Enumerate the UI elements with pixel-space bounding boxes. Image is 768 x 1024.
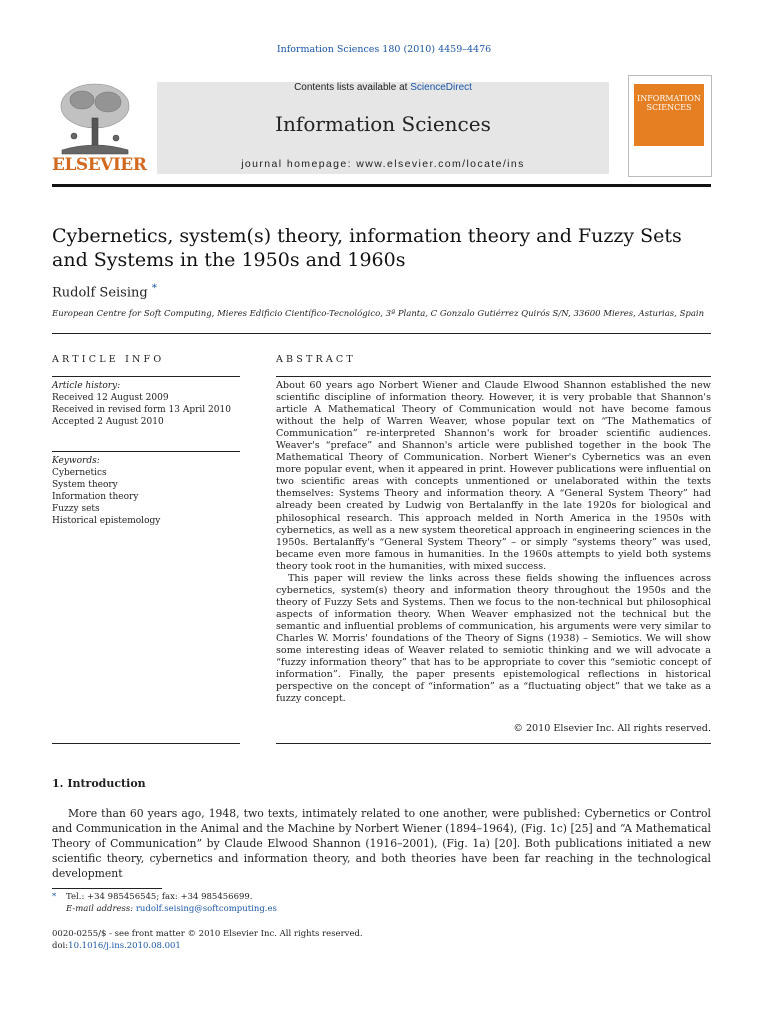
journal-reference[interactable]: Information Sciences 180 (2010) 4459–4476: [276, 44, 492, 55]
footnote: [52, 891, 712, 915]
front-matter-info: [52, 928, 712, 952]
copyright-notice: © 2010 Elsevier Inc. All rights reserved.: [513, 723, 711, 734]
article-history: [52, 380, 240, 428]
article-info-heading: ARTICLE INFO: [52, 354, 165, 365]
issn-line: 0020-0255/$ - see front matter © 2010 Elsevier Inc. All rights reserved.: [52, 929, 363, 939]
keyword: Historical epistemology: [52, 516, 161, 526]
keywords-divider: [52, 451, 240, 452]
doi-label: doi:: [52, 941, 69, 951]
journal-cover-thumbnail[interactable]: [628, 75, 712, 177]
abstract-paragraph: About 60 years ago Norbert Wiener and Claude Elwood Shannon established the new scientific discipline of information theory. However, it is very probable that Shannon's article A Mathematical Theory of Communication would not have become famous without the help of Warren Weaver, whose popular text on “The Mathematics of Communication” re-interpreted Shannon's work for broader scientific audiences. Weaver's “preface” and Shannon's article were published together in the book The Mathematical Theory of Communication. Norbert Wiener's Cybernetics was an even more popular event, when it appeared in print. However publications were influential on two scientific areas with concepts unmentioned or unelaborated within the texts themselves: Systems Theory and information theory. A “General System Theory” had already been created by Ludwig von Bertalanffy in the late 1920s for biological and philosophical research. This approach melded in North America in the 1950s with cybernetics, as well as a new system theoretical approach in engineering sciences in the 1950s. Bertalanffy's “General System Theory” – or simply “systems theory” was used, became even more famous in humanities. In the 1960s attempts to yield both systems theory took root in the humanities, with mixed success.: [276, 380, 711, 572]
author-footnote-mark[interactable]: *: [151, 283, 157, 294]
author-email-link[interactable]: rudolf.seising@softcomputing.es: [135, 904, 277, 914]
footnote-divider: [52, 888, 162, 889]
keyword: System theory: [52, 480, 118, 490]
introduction-paragraph: More than 60 years ago, 1948, two texts, intimately related to one another, were published: Cybernetics or Control and Communication in the Animal and the Machine by Norbert Wiener (1894–1964), (Fig. 1c) [25] and “A Mathematical Theory of Communication” by Claude Elwood Shannon (1916–2001), (Fig. 1a) [20]. Both publications initiated a new scientific theory, cybernetics and information theory, and both theories have been far reaching in the technological development: [52, 807, 711, 880]
contents-prefix: Contents lists available at: [294, 82, 411, 93]
journal-homepage[interactable]: journal homepage: www.elsevier.com/locate/ins: [241, 158, 525, 170]
author-line: [52, 283, 157, 300]
history-item: Received 12 August 2009: [52, 393, 169, 403]
abstract-bottom-divider: [276, 743, 711, 744]
cover-title: INFORMATION SCIENCES: [637, 94, 701, 112]
history-label: Article history:: [52, 381, 121, 391]
sciencedirect-link[interactable]: ScienceDirect: [410, 82, 472, 93]
footnote-mark: *: [52, 892, 57, 902]
keywords-label: Keywords:: [52, 456, 100, 466]
keyword: Fuzzy sets: [52, 504, 100, 514]
keywords-list: [52, 455, 240, 527]
doi-link[interactable]: 10.1016/j.ins.2010.08.001: [68, 941, 181, 951]
elsevier-wordmark: ELSEVIER: [52, 155, 147, 175]
journal-name: Information Sciences: [275, 112, 491, 136]
keyword: Cybernetics: [52, 468, 107, 478]
abstract-paragraph: This paper will review the links across these fields showing the influences across cybernetics, system(s) theory and information theory throughout the 1950s and the theory of Fuzzy Sets and Systems. Then we focus to the non-technical but philosophical aspects of information theory. When Weaver emphasized not the technical but the semantic and influential problems of communication, his arguments were very similar to Charles W. Morris' foundations of the Theory of Signs (1938) – Semiotics. We will show some interesting ideas of Weaver related to semiotic thinking and we will advocate a “fuzzy information theory” that has to be appropriate to cover this “semiotic concept of information”. Finally, the paper presents epistemological reflections in historical perspective on the concept of “information” as a “fluctuating object” that we take as a fuzzy concept.: [276, 572, 711, 705]
abstract-heading: ABSTRACT: [276, 354, 356, 365]
email-label: E-mail address:: [66, 904, 136, 914]
author-affiliation: European Centre for Soft Computing, Mieres Edificio Científico-Tecnológico, 3ª Planta, C Gonzalo Gutiérrez Quirós S/N, 33600 Mieres, Asturias, Spain: [52, 309, 705, 319]
section-heading-introduction: 1. Introduction: [52, 777, 146, 790]
abstract-divider: [276, 376, 711, 377]
article-info-bottom-divider: [52, 743, 240, 744]
footnote-contact: Tel.: +34 985456545; fax: +34 985456699.: [66, 892, 253, 902]
contents-availability: [157, 82, 609, 93]
author-name: Rudolf Seising: [52, 285, 148, 301]
article-info-divider: [52, 376, 240, 377]
history-item: Accepted 2 August 2010: [52, 417, 164, 427]
history-item: Received in revised form 13 April 2010: [52, 405, 231, 415]
paper-title: Cybernetics, system(s) theory, information theory and Fuzzy Sets and Systems in the 1950s and 1960s: [52, 225, 682, 271]
introduction-text: [52, 806, 711, 881]
title-divider: [52, 333, 711, 334]
abstract-text: [276, 380, 711, 705]
header-divider: [52, 184, 711, 187]
keyword: Information theory: [52, 492, 139, 502]
